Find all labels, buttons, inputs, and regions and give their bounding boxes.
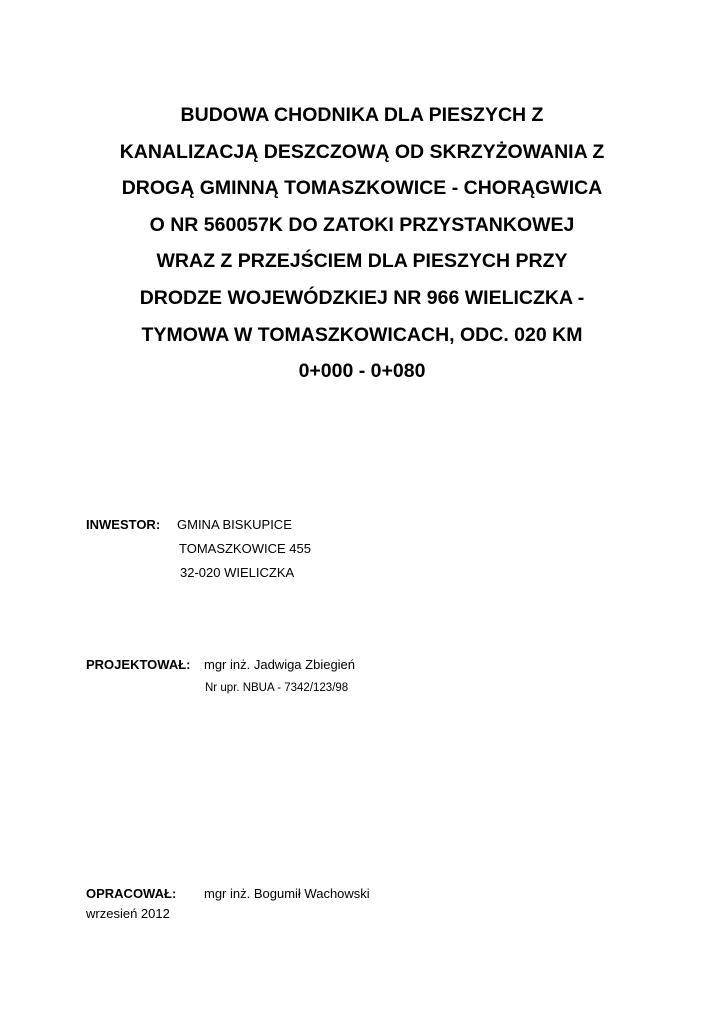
- title-line: TYMOWA W TOMASZKOWICACH, ODC. 020 KM: [141, 323, 583, 346]
- title-line: KANALIZACJĄ DESZCZOWĄ OD SKRZYŻOWANIA Z: [119, 140, 605, 163]
- title-line: BUDOWA CHODNIKA DLA PIESZYCH Z: [180, 104, 544, 126]
- author-section: [86, 884, 486, 906]
- designer-license: Nr upr. NBUA - 7342/123/98: [205, 682, 349, 694]
- investor-name: GMINA BISKUPICE: [177, 517, 292, 532]
- investor-section: [86, 515, 486, 585]
- document-title: [0, 97, 724, 390]
- title-line: 0+000 - 0+080: [298, 360, 426, 383]
- investor-label: INWESTOR:: [86, 517, 161, 532]
- author-name: mgr inż. Bogumił Wachowski: [204, 886, 370, 901]
- title-line: WRAZ Z PRZEJŚCIEM DLA PIESZYCH PRZY: [156, 250, 568, 273]
- designer-name: mgr inż. Jadwiga Zbiegień: [204, 657, 356, 672]
- designer-label: PROJEKTOWAŁ:: [86, 657, 191, 672]
- title-line: DRODZE WOJEWÓDZKIEJ NR 966 WIELICZKA -: [139, 286, 585, 309]
- designer-section: [86, 655, 486, 700]
- investor-address-street: TOMASZKOWICE 455: [179, 541, 311, 556]
- author-label: OPRACOWAŁ:: [86, 886, 177, 901]
- investor-address-city: 32-020 WIELICZKA: [180, 565, 295, 580]
- title-line: O NR 560057K DO ZATOKI PRZYSTANKOWEJ: [149, 213, 575, 236]
- title-line: DROGĄ GMINNĄ TOMASZKOWICE - CHORĄGWICA: [121, 177, 603, 200]
- document-date: wrzesień 2012: [86, 906, 170, 921]
